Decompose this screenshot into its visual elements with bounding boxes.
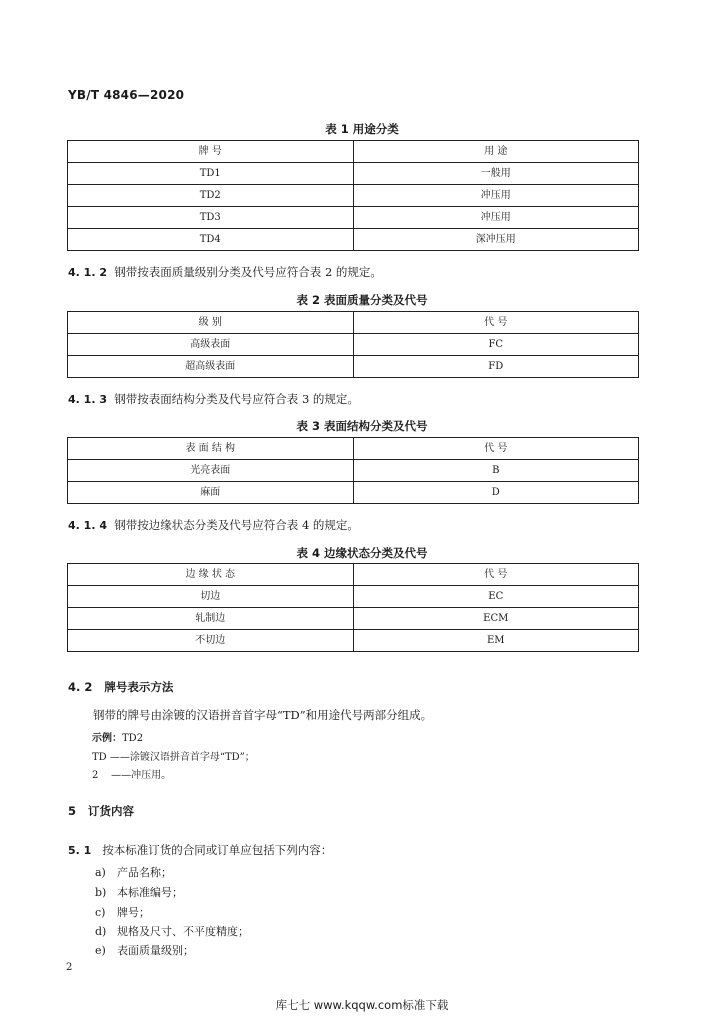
table-cell: FD xyxy=(353,356,639,378)
list-item xyxy=(95,942,194,958)
list-item-label: e) xyxy=(95,944,106,957)
table-row xyxy=(68,163,639,185)
table-cell: FC xyxy=(353,334,639,356)
list-item-label: a) xyxy=(95,866,106,879)
table-cell: B xyxy=(353,460,639,482)
table-cell: 冲压用 xyxy=(353,207,639,229)
table-cell: 高级表面 xyxy=(68,334,354,356)
section-number: 4. 2 xyxy=(68,680,93,694)
table-cell: 光亮表面 xyxy=(68,460,354,482)
list-item-text: 牌号； xyxy=(117,906,150,919)
table-cell: TD4 xyxy=(68,229,354,251)
example-explanation-2: 2 ——冲压用。 xyxy=(92,770,172,781)
table-header-cell: 边 缘 状 态 xyxy=(68,564,354,586)
clause-number: 4. 1. 3 xyxy=(68,393,107,406)
table-row xyxy=(68,608,639,630)
clause-text: 钢带按表面结构分类及代号应符合表 3 的规定。 xyxy=(114,392,359,406)
table-header-cell: 代 号 xyxy=(353,312,639,334)
list-item xyxy=(95,923,249,939)
footer-watermark: 库七七 www.kqqw.com标准下载 xyxy=(275,998,449,1012)
table-row xyxy=(68,630,639,652)
clause-text: 钢带按边缘状态分类及代号应符合表 4 的规定。 xyxy=(114,518,359,532)
table-cell: EM xyxy=(353,630,639,652)
standard-code: YB/T 4846—2020 xyxy=(68,88,185,102)
table-row xyxy=(68,229,639,251)
list-item xyxy=(95,884,183,900)
clause-number: 5. 1 xyxy=(68,844,92,857)
example-value: TD2 xyxy=(122,733,144,744)
list-item-text: 产品名称； xyxy=(117,866,172,879)
table-header-cell: 代 号 xyxy=(353,438,639,460)
table-row xyxy=(68,460,639,482)
list-item-text: 规格及尺寸、不平度精度； xyxy=(117,925,249,938)
list-item-label: d) xyxy=(95,925,107,938)
clause-4-1-2 xyxy=(68,264,382,280)
example-label: 示例： xyxy=(92,733,122,744)
table-row xyxy=(68,207,639,229)
table-cell: 麻面 xyxy=(68,482,354,504)
table-header-row xyxy=(68,141,639,163)
table4-title: 表 4 边缘状态分类及代号 xyxy=(296,546,428,560)
table-cell: ECM xyxy=(353,608,639,630)
table3 xyxy=(67,437,639,504)
table-row xyxy=(68,185,639,207)
table-cell: 冲压用 xyxy=(353,185,639,207)
section-4-2-body: 钢带的牌号由涂镀的汉语拼音首字母“TD”和用途代号两部分组成。 xyxy=(93,708,433,722)
table-cell: 切边 xyxy=(68,586,354,608)
table-cell: 轧制边 xyxy=(68,608,354,630)
section-5-heading xyxy=(68,803,134,819)
table2-title: 表 2 表面质量分类及代号 xyxy=(296,293,428,307)
table-row xyxy=(68,334,639,356)
list-item-label: b) xyxy=(95,886,107,899)
section-title: 牌号表示方法 xyxy=(104,680,174,694)
table-header-cell: 表 面 结 构 xyxy=(68,438,354,460)
table-cell: TD3 xyxy=(68,207,354,229)
clause-number: 4. 1. 2 xyxy=(68,266,107,279)
list-item xyxy=(95,904,150,920)
table-cell: 不切边 xyxy=(68,630,354,652)
table-header-row xyxy=(68,564,639,586)
table-cell: 一般用 xyxy=(353,163,639,185)
list-item-label: c) xyxy=(95,906,106,919)
table-header-cell: 用 途 xyxy=(353,141,639,163)
section-title: 订货内容 xyxy=(88,804,135,818)
table-cell: EC xyxy=(353,586,639,608)
table1 xyxy=(67,140,639,251)
table1-title: 表 1 用途分类 xyxy=(325,122,399,136)
table-cell: 深冲压用 xyxy=(353,229,639,251)
table-row xyxy=(68,586,639,608)
list-item-text: 本标准编号； xyxy=(117,886,183,899)
table4 xyxy=(67,563,639,652)
section-number: 5 xyxy=(68,804,77,818)
page-number: 2 xyxy=(66,962,73,973)
list-item-text: 表面质量级别； xyxy=(117,944,194,957)
table-header-row xyxy=(68,312,639,334)
clause-4-1-3 xyxy=(68,391,359,407)
example-explanation-1: TD ——涂镀汉语拼音首字母“TD”； xyxy=(92,752,255,763)
table-cell: TD2 xyxy=(68,185,354,207)
table-header-cell: 牌 号 xyxy=(68,141,354,163)
table-row xyxy=(68,356,639,378)
table3-title: 表 3 表面结构分类及代号 xyxy=(296,419,428,433)
table-header-row xyxy=(68,438,639,460)
table-cell: TD1 xyxy=(68,163,354,185)
example-line xyxy=(92,729,143,744)
clause-text: 钢带按表面质量级别分类及代号应符合表 2 的规定。 xyxy=(114,265,382,279)
clause-text: 按本标准订货的合同或订单应包括下列内容： xyxy=(102,843,333,857)
clause-4-1-4 xyxy=(68,517,359,533)
table-row xyxy=(68,482,639,504)
table2 xyxy=(67,311,639,378)
table-header-cell: 代 号 xyxy=(353,564,639,586)
list-item xyxy=(95,864,172,880)
section-4-2-heading xyxy=(68,679,173,695)
clause-5-1 xyxy=(68,842,332,858)
clause-number: 4. 1. 4 xyxy=(68,519,107,532)
table-cell: D xyxy=(353,482,639,504)
table-header-cell: 级 别 xyxy=(68,312,354,334)
table-cell: 超高级表面 xyxy=(68,356,354,378)
